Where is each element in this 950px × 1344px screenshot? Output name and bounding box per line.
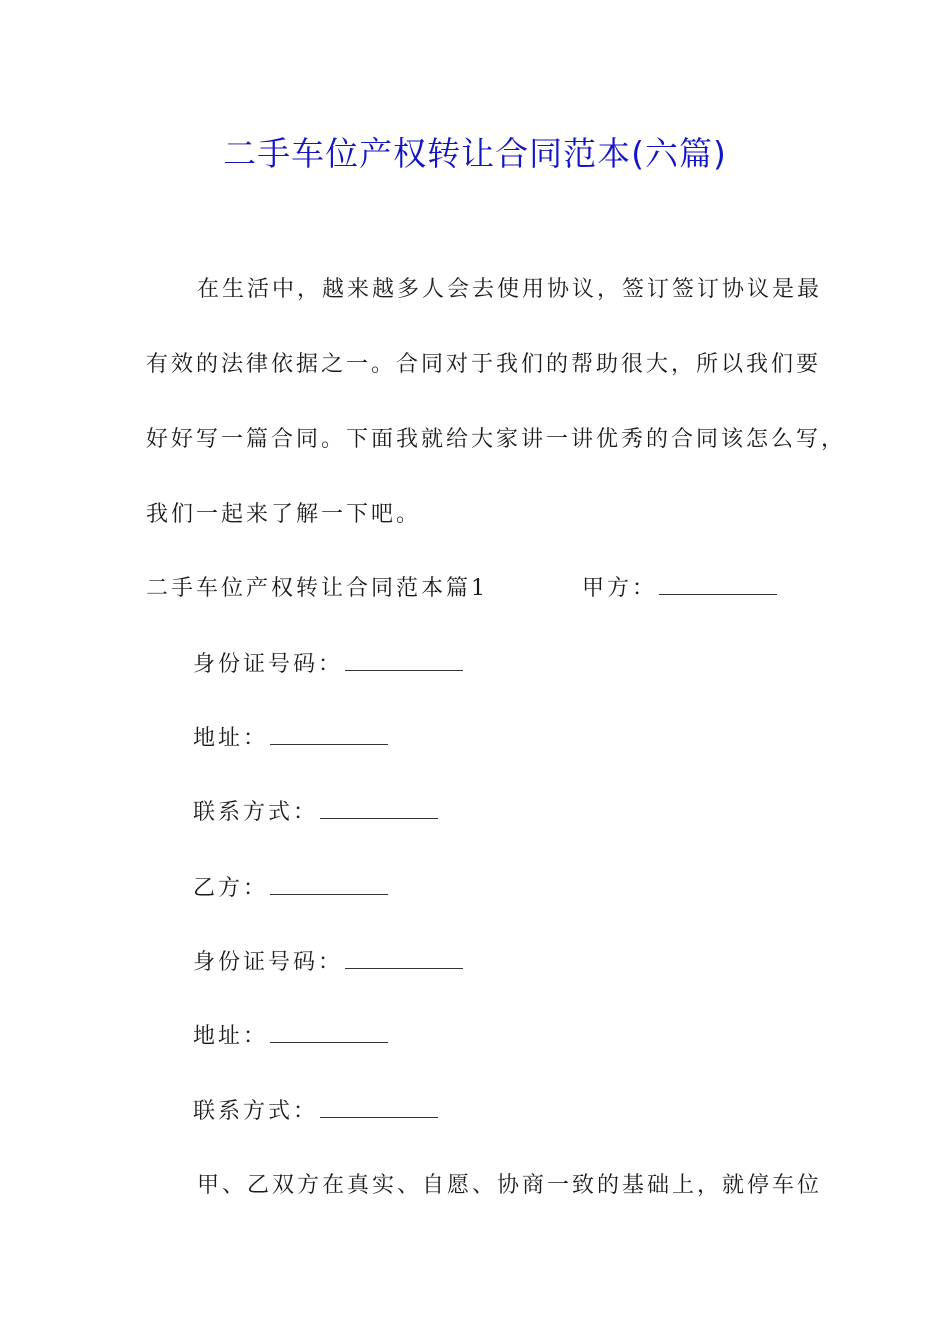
party-b-blank[interactable] <box>270 874 388 895</box>
party-a-address-field <box>193 721 388 752</box>
party-b-label: 乙方： <box>193 876 269 901</box>
party-a-label: 甲方： <box>582 576 658 601</box>
party-a-contact-field <box>193 795 438 826</box>
intro-line-2: 有效的法律依据之一。合同对于我们的帮助很大，所以我们要 <box>146 352 822 377</box>
party-a-contact-blank[interactable] <box>320 798 438 819</box>
agreement-line: 甲、乙双方在真实、自愿、协商一致的基础上，就停车位 <box>197 1173 823 1198</box>
party-b-id-label: 身份证号码： <box>193 950 344 975</box>
party-b-contact-label: 联系方式： <box>193 1099 319 1124</box>
party-b-line <box>193 871 388 902</box>
party-a-id-label: 身份证号码： <box>193 652 344 677</box>
party-b-contact-blank[interactable] <box>320 1097 438 1118</box>
intro-line-4: 我们一起来了解一下吧。 <box>146 502 422 527</box>
party-a-id-blank[interactable] <box>345 650 463 671</box>
party-b-address-field <box>193 1019 388 1050</box>
party-b-id-field <box>193 945 463 976</box>
party-a-id-field <box>193 647 463 678</box>
document-title: 二手车位产权转让合同范本(六篇) <box>223 134 727 173</box>
party-a-blank[interactable] <box>659 574 777 595</box>
party-b-id-blank[interactable] <box>345 948 463 969</box>
intro-line-1: 在生活中，越来越多人会去使用协议，签订签订协议是最 <box>197 277 823 302</box>
intro-line-3: 好好写一篇合同。下面我就给大家讲一讲优秀的合同该怎么写， <box>146 427 847 452</box>
section-heading: 二手车位产权转让合同范本篇1 <box>146 576 488 601</box>
party-a-contact-label: 联系方式： <box>193 800 319 825</box>
party-b-contact-field <box>193 1094 438 1125</box>
party-a-address-blank[interactable] <box>270 724 388 745</box>
party-b-address-blank[interactable] <box>270 1022 388 1043</box>
party-a-address-label: 地址： <box>193 726 269 751</box>
party-b-address-label: 地址： <box>193 1024 269 1049</box>
party-a-line <box>582 571 777 602</box>
